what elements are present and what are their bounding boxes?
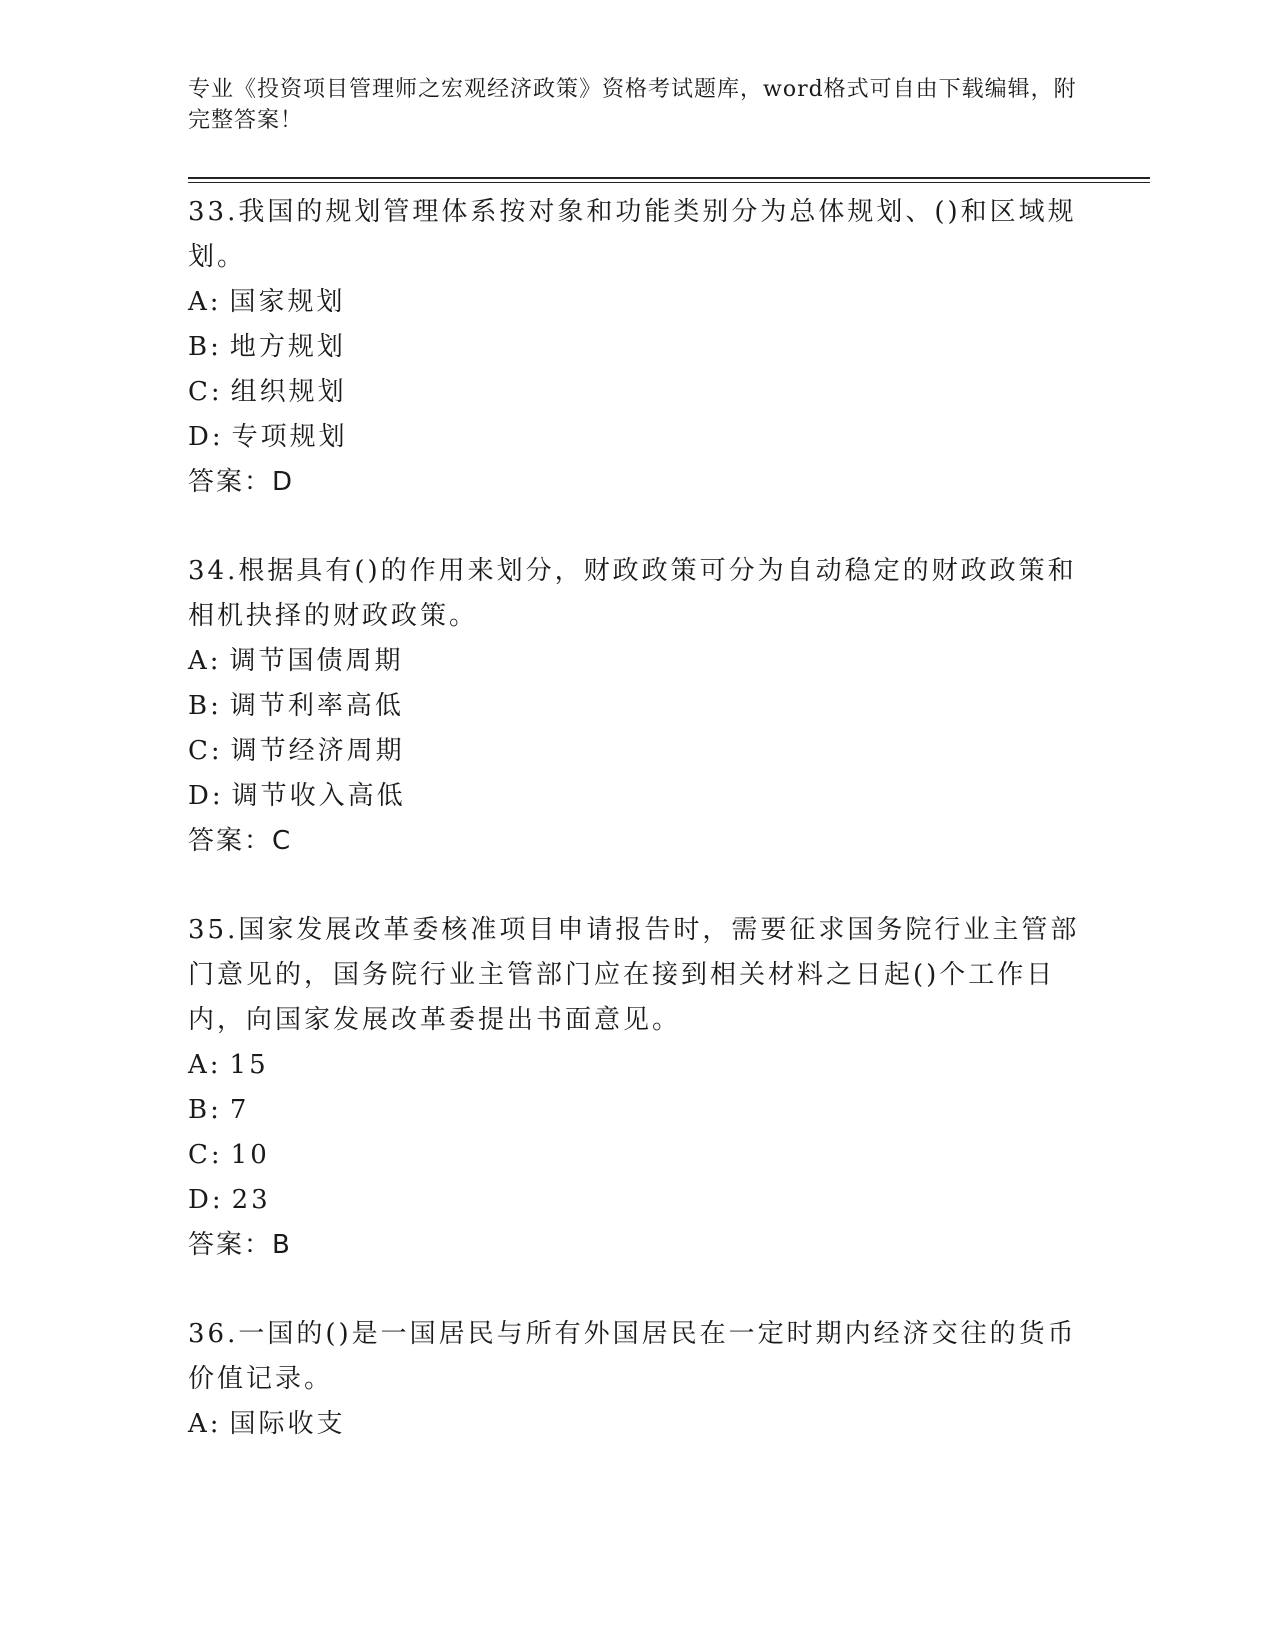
document-header: 专业《投资项目管理师之宏观经济政策》资格考试题库，word格式可自由下载编辑，附完整答案！ bbox=[188, 77, 1077, 133]
option-b: B: 地方规划 bbox=[188, 332, 346, 362]
question-stem: 35.国家发展改革委核准项目申请报告时，需要征求国务院行业主管部门意见的，国务院行业主管部门应在接到相关材料之日起()个工作日内，向国家发展改革委提出书面意见。 bbox=[188, 915, 1080, 1035]
header-rule-thin bbox=[188, 182, 1150, 183]
option-a: A: 调节国债周期 bbox=[188, 646, 404, 676]
option-c: C: 调节经济周期 bbox=[188, 736, 405, 766]
question-34 bbox=[188, 549, 1088, 864]
question-list bbox=[188, 190, 1088, 1491]
question-33 bbox=[188, 190, 1088, 505]
question-35 bbox=[188, 908, 1088, 1268]
question-stem: 36.一国的()是一国居民与所有外国居民在一定时期内经济交往的货币价值记录。 bbox=[188, 1319, 1077, 1394]
option-b: B: 调节利率高低 bbox=[188, 691, 404, 721]
option-a: A: 国家规划 bbox=[188, 287, 346, 317]
option-b: B: 7 bbox=[188, 1095, 250, 1125]
question-36 bbox=[188, 1312, 1088, 1447]
question-stem: 33.我国的规划管理体系按对象和功能类别分为总体规划、()和区域规划。 bbox=[188, 197, 1077, 272]
answer-line: 答案：D bbox=[188, 467, 295, 497]
option-c: C: 组织规划 bbox=[188, 377, 347, 407]
option-a: A: 国际收支 bbox=[188, 1409, 346, 1439]
option-c: C: 10 bbox=[188, 1140, 270, 1170]
header-rule-thick bbox=[188, 177, 1150, 179]
option-d: D: 专项规划 bbox=[188, 422, 348, 452]
option-d: D: 23 bbox=[188, 1185, 271, 1215]
option-d: D: 调节收入高低 bbox=[188, 781, 406, 811]
question-stem: 34.根据具有()的作用来划分，财政政策可分为自动稳定的财政政策和相机抉择的财政政策。 bbox=[188, 556, 1077, 631]
answer-line: 答案：C bbox=[188, 826, 293, 856]
option-a: A: 15 bbox=[188, 1050, 269, 1080]
answer-line: 答案：B bbox=[188, 1230, 292, 1260]
